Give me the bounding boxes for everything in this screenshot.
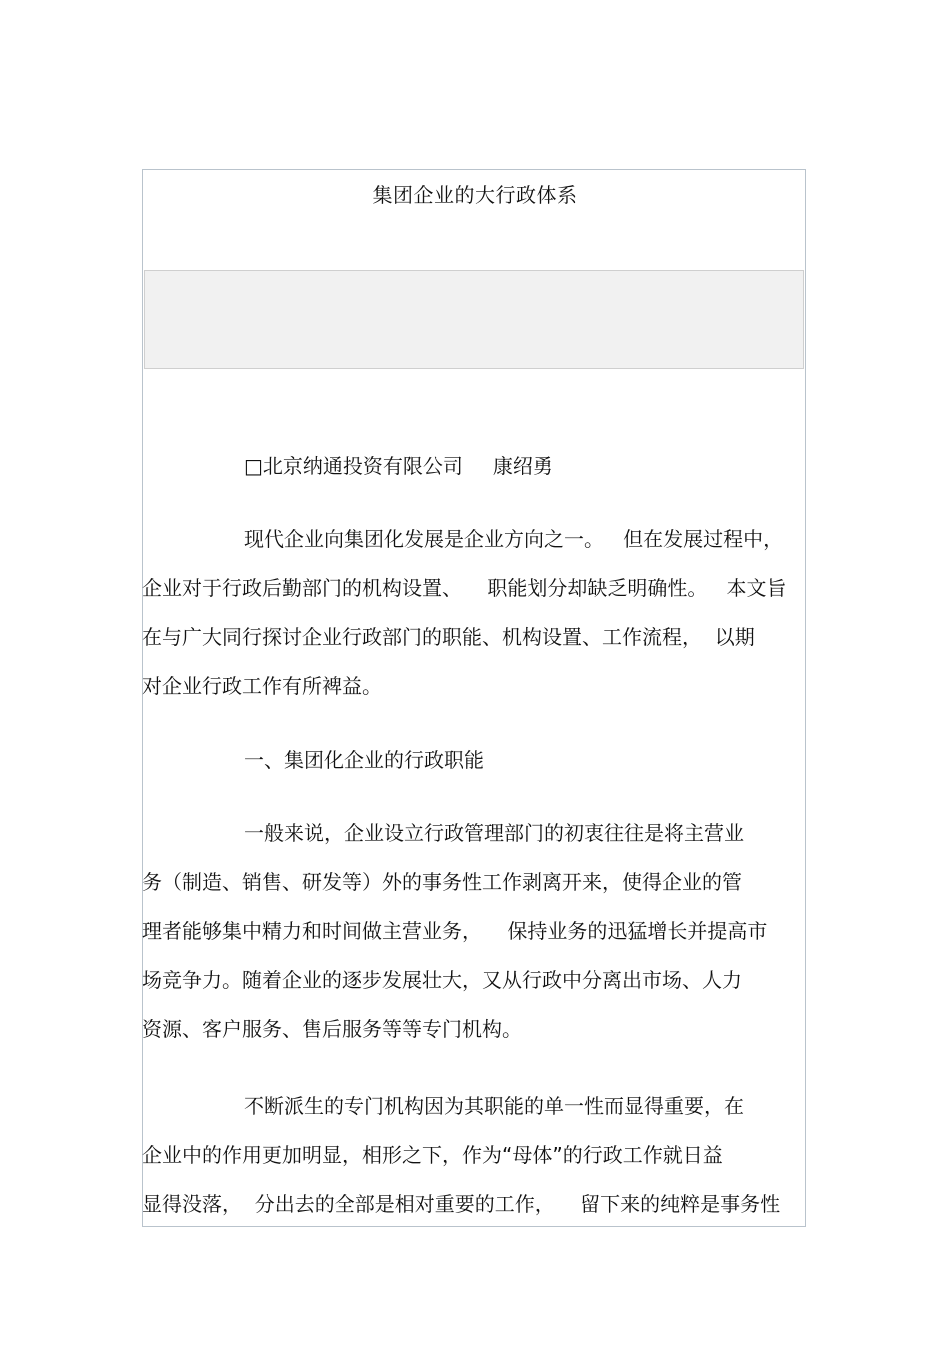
paragraph-line: 显得没落， 分出去的全部是相对重要的工作， 留下来的纯粹是事务性 <box>142 1192 781 1216</box>
author-line <box>244 453 553 479</box>
paragraph-line: 资源、客户服务、售后服务等等专门机构。 <box>142 1017 522 1041</box>
paragraph-line: 对企业行政工作有所裨益。 <box>142 674 382 698</box>
paragraph-line: 理者能够集中精力和时间做主营业务， 保持业务的迅猛增长并提高市 <box>142 919 768 943</box>
paragraph-intro <box>142 526 806 722</box>
paragraph-line: 现代企业向集团化发展是企业方向之一。 但在发展过程中， <box>244 527 784 551</box>
paragraph-admin-function <box>142 820 806 1065</box>
section-heading: 一、集团化企业的行政职能 <box>244 748 484 772</box>
paragraph-line: 在与广大同行探讨企业行政部门的职能、机构设置、工作流程， 以期 <box>142 625 755 649</box>
paragraph-derived-units <box>142 1093 806 1240</box>
document-title: 集团企业的大行政体系 <box>372 183 578 207</box>
paragraph-line: 一般来说，企业设立行政管理部门的初衷往往是将主营业 <box>244 821 744 845</box>
paragraph-line: 场竞争力。随着企业的逐步发展壮大，又从行政中分离出市场、人力 <box>142 968 742 992</box>
paragraph-line: 务（制造、销售、研发等）外的事务性工作剥离开来，使得企业的管 <box>142 870 742 894</box>
paragraph-line: 企业对于行政后勤部门的机构设置、 职能划分却缺乏明确性。 本文旨 <box>142 576 787 600</box>
author-name: 康绍勇 <box>492 454 553 478</box>
paragraph-line: 不断派生的专门机构因为其职能的单一性而显得重要，在 <box>244 1094 744 1118</box>
author-organization: □北京纳通投资有限公司 <box>244 454 463 478</box>
header-banner <box>144 270 804 369</box>
paragraph-line: 企业中的作用更加明显，相形之下，作为“母体”的行政工作就日益 <box>142 1143 723 1167</box>
